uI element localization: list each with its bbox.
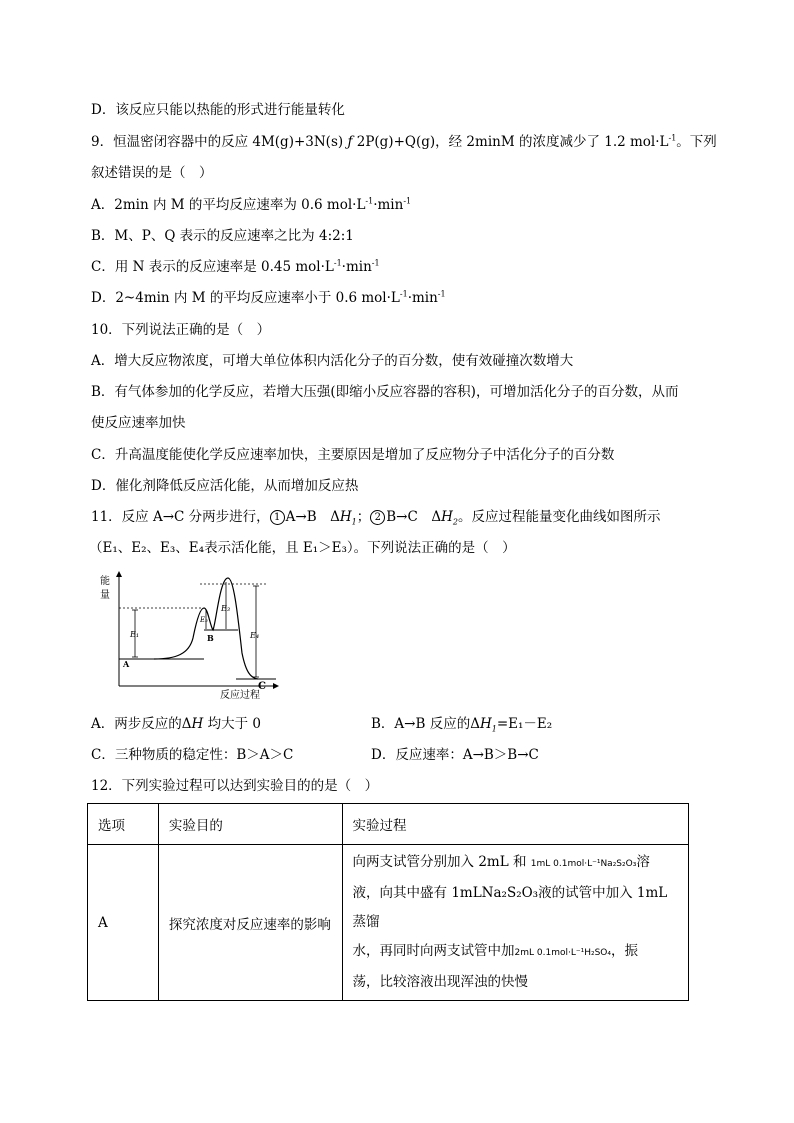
q9-stem-c: 。下列	[676, 134, 717, 150]
sup: -1	[399, 289, 408, 299]
process-text: 向两支试管分别加入 2mL 和	[352, 854, 527, 870]
q11-stem-e: 。反应过程能量变化曲线如图所示	[457, 509, 661, 525]
q11-stem-a: 11．反应 A→C 分两步进行，	[91, 509, 270, 525]
q10-option-a: A．增大反应物浓度，可增大单位体积内活化分子的百分数，使有效碰撞次数增大	[91, 353, 574, 369]
q11-stem	[91, 508, 660, 526]
process-text: 溶	[636, 854, 650, 870]
q9-option-d-text: D．2~4min 内 M 的平均反应速率小于 0.6 mol·L	[91, 290, 400, 306]
label-e3: E₃	[221, 604, 231, 613]
label-c: C	[258, 681, 266, 692]
q9-stem	[91, 133, 717, 151]
q10-option-b: B．有气体参加的化学反应，若增大压强(即缩小反应容器的容积)，可增加活化分子的百分数，从而	[91, 384, 679, 400]
process-line-1	[353, 848, 682, 879]
sup: -1	[365, 196, 374, 206]
process-line-4: 荡，比较溶液出现浑浊的快慢	[352, 974, 529, 990]
label-e2: E₂	[200, 616, 208, 624]
sub: 1	[351, 517, 357, 527]
sup: -1	[437, 289, 446, 299]
unit: ·min	[341, 259, 372, 275]
process-formula: 1mL 0.1mol·L⁻¹Na₂S₂O₃	[530, 859, 637, 869]
q11-option-b	[371, 715, 552, 733]
q9-stem-line2: 叙述错误的是（ ）	[91, 165, 213, 181]
h-symbol: H	[441, 509, 453, 525]
sub: 2	[452, 517, 458, 527]
q11-stem-d: B→C Δ	[386, 509, 442, 525]
q11-option-a-text-b: 均大于 0	[203, 716, 261, 732]
process-line-2: 液，向其中盛有 1mLNa₂S₂O₃液的试管中加入 1mL 蒸馏	[352, 885, 668, 930]
label-e4: E₄	[250, 631, 260, 640]
label-a: A	[123, 659, 130, 669]
q9-option-a	[91, 196, 411, 214]
option-d-prev: D．该反应只能以热能的形式进行能量转化	[91, 102, 345, 118]
q10-option-b-line2: 使反应速率加快	[91, 415, 186, 431]
label-e1: E₁	[130, 630, 140, 639]
q11-option-b-text: B．A→B 反应的Δ	[371, 716, 480, 732]
h-symbol: H	[339, 509, 352, 525]
process-text: 水，再同时向两支试管中加	[352, 943, 515, 959]
q9-stem-b: 2P(g)+Q(g)，经 2minM 的浓度减少了 1.2 mol·L	[352, 134, 669, 150]
q9-option-b: B．M、P、Q 表示的反应速率之比为 4:2:1	[91, 228, 354, 244]
y-label-2: 量	[100, 590, 110, 601]
h-symbol: H	[479, 716, 492, 732]
process-line-3	[353, 937, 682, 968]
cell-purpose: 探究浓度对反应速率的影响	[158, 845, 342, 1001]
label-b: B	[207, 633, 214, 643]
process-text: ，振	[611, 943, 638, 959]
q10-stem: 10．下列说法正确的是（ ）	[91, 322, 271, 338]
cell-process	[342, 845, 688, 1001]
sup: -1	[403, 196, 412, 206]
circled-one: 1	[270, 510, 285, 525]
x-label: 反应过程	[220, 690, 260, 701]
energy-diagram	[96, 568, 296, 708]
header-option: 选项	[88, 804, 159, 845]
q11-option-a-text: A．两步反应的Δ	[91, 716, 192, 732]
q11-stem-c: ；	[356, 509, 371, 525]
q11-stem-line2: （E₁、E₂、E₃、E₄表示活化能，且 E₁＞E₃）。下列说法正确的是（ ）	[89, 540, 516, 556]
q9-stem-a: 9．恒温密闭容器中的反应 4M(g)+3N(s)	[91, 134, 348, 150]
sup: -1	[668, 133, 677, 143]
process-formula: 2mL 0.1mol·L⁻¹H₂SO₄	[514, 948, 611, 958]
equilibrium-symbol: ƒ	[347, 134, 353, 150]
unit: ·min	[407, 290, 438, 306]
table-row	[88, 845, 689, 1001]
experiment-table	[87, 803, 689, 1001]
q11-option-d: D．反应速率：A→B＞B→C	[371, 747, 539, 763]
q9-option-a-text: A．2min 内 M 的平均反应速率为 0.6 mol·L	[91, 197, 366, 213]
q11-option-b-text-b: =E₁－E₂	[496, 716, 553, 732]
header-purpose: 实验目的	[158, 804, 342, 845]
circled-two: 2	[370, 510, 385, 525]
sup: -1	[333, 258, 342, 268]
sub: 1	[491, 724, 497, 734]
q11-stem-b: A→B Δ	[285, 509, 340, 525]
y-label-1: 能	[100, 576, 110, 587]
unit: ·min	[373, 197, 404, 213]
q10-option-d: D．催化剂降低反应活化能，从而增加反应热	[91, 478, 359, 494]
q9-option-c-text: C．用 N 表示的反应速率是 0.45 mol·L	[91, 259, 334, 275]
table-header-row	[88, 804, 689, 845]
q11-option-c: C．三种物质的稳定性：B＞A＞C	[91, 747, 294, 763]
h-symbol: H	[191, 716, 204, 732]
q9-option-d	[91, 289, 446, 307]
sup: -1	[371, 258, 380, 268]
q9-option-c	[91, 258, 380, 276]
q10-option-c: C．升高温度能使化学反应速率加快，主要原因是增加了反应物分子中活化分子的百分数	[91, 447, 615, 463]
header-process: 实验过程	[342, 804, 688, 845]
cell-option: A	[88, 845, 159, 1001]
q11-option-a	[91, 715, 261, 733]
q12-stem: 12．下列实验过程可以达到实验目的的是（ ）	[91, 778, 379, 794]
